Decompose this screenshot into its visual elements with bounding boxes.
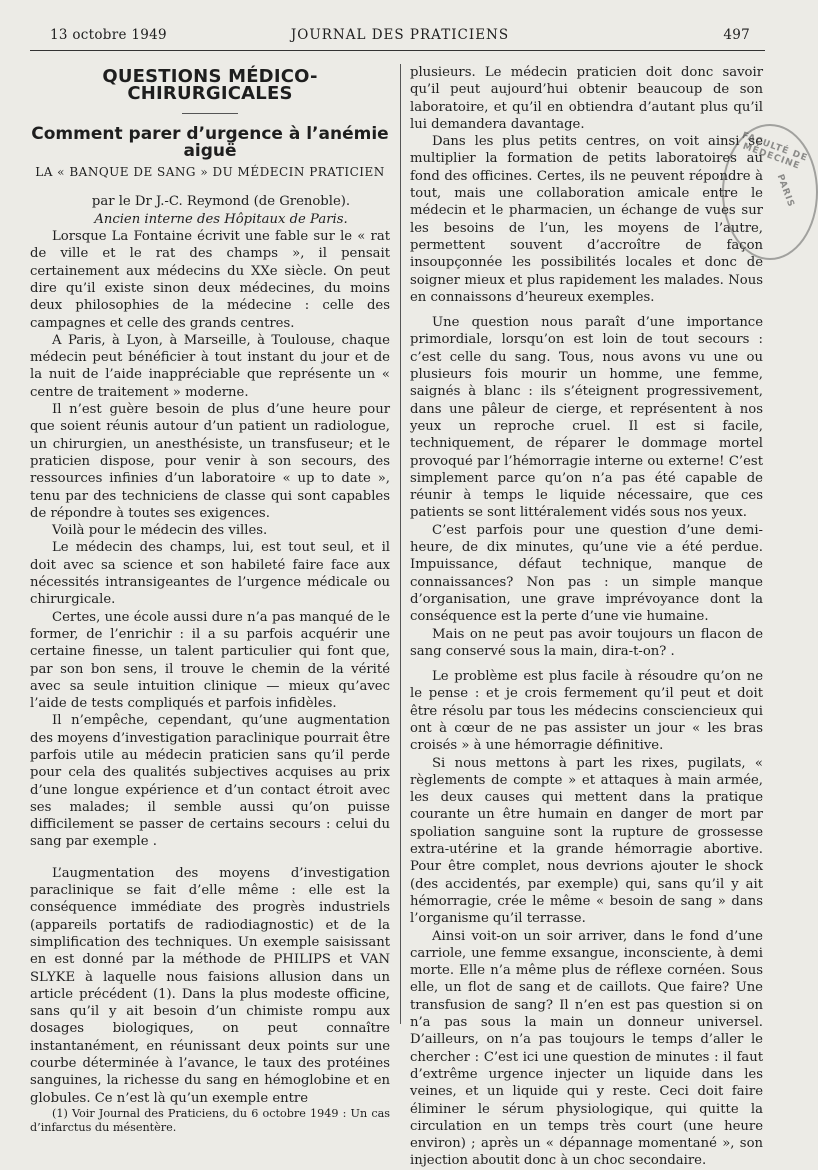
page-number: 497 [723,27,750,43]
article-subtitle: LA « BANQUE DE SANG » DU MÉDECIN PRATICIEN [35,165,385,180]
paragraph: Le problème est plus facile à résoudre qu’on ne le pense : et je crois fermement qu’il peut et doit être résolu par tous les médecins consciencieux qui ont à cœur de ne pas assister un jour « les bras croisés » à une hémorragie définitive. [410,669,763,754]
paragraph: Si nous mettons à part les rixes, pugilats, « règlements de compte » et attaques à main armée, les deux causes qui mettent dans la pratique courante un être humain en danger de mort par spoliation sanguine sont la rupture de grossesse extra-utérine et la grande hémorragie abortive. Pour être complet, nous devrions ajouter le shock (des accidentés, par exemple) qui, sans qu’il y ait hémorragie, crée le même « besoin de sang » dans l’organisme qu’il terrasse. [410,755,763,927]
header-rule [30,50,765,51]
running-header [50,24,750,48]
paragraph: A Paris, à Lyon, à Marseille, à Toulouse, chaque médecin peut bénéficier à tout instant du jour et de la nuit de l’aide inappréciable que représente un « centre de traitement » moderne. [30,332,390,400]
paragraph: Ainsi voit-on un soir arriver, dans le fond d’une carriole, une femme exsangue, inconsciente, à demi morte. Elle n’a même plus de réflexe cornéen. Sous elle, un flot de sang et de caillots. Que faire? Une transfusion de sang? Il n’en est pas question si on n’a pas sous la main un donneur universel. D’ailleurs, on n’a pas toujours le temps d’aller le chercher : C’est ici une question de minutes : il faut d’extrême urgence injecter un liquide dans les veines, et un liquide qui y reste. Ceci doit faire éliminer le sérum physiologique, qui quitte la circulation en un temps très court (une heure environ) ; après un « dépannage momentané », son injection aboutit donc à un choc secondaire. [410,928,763,1169]
paragraph: L’augmentation des moyens d’investigation paraclinique se fait d’elle même : elle est la conséquence immédiate des progrès industriels (appareils portatifs de radiodiagnostic) et de la simplification des techniques. Un exemple saisissant en est donné par la méthode de PHILIPS et VAN SLYKE à laquelle nous faisions allusion dans un article précédent (1). Dans la plus modeste officine, sans qu’il y ait besoin d’un chimiste rompu aux dosages biologiques, on peut connaître instantanément, en réunissant deux points sur une courbe déterminée à l’avance, le taux des protéines sanguines, la richesse du sang en hémoglobine et en globules. Ce n’est là qu’un exemple entre [30,865,390,1106]
footnote: (1) Voir Journal des Praticiens, du 6 octobre 1949 : Un cas d’infarctus du mésentère. [30,1106,390,1134]
stamp-text: PARIS [774,173,796,209]
paragraph: Le médecin des champs, lui, est tout seul, et il doit avec sa science et son habileté faire face aux nécessités intransigeantes de l’urgence médicale ou chirurgicale. [30,540,390,608]
title-divider [182,113,238,114]
paragraph: Voilà pour le médecin des villes. [52,523,268,539]
author-affiliation: Ancien interne des Hôpitaux de Paris. [94,211,348,227]
left-column [30,64,390,1134]
right-column [410,64,763,1169]
section-title: QUESTIONS MÉDICO-CHIRURGICALES [102,66,318,105]
stamp-text: FACULTÉ DE MÉDECINE [740,130,809,172]
paragraph: Certes, une école aussi dure n’a pas manqué de le former, de l’enrichir : il a su parfois acquérir une certaine finesse, un talent particulier qui font que, par son bon sens, il trouve le chemin de la vérité avec sa seule intuition clinique — mieux qu’avec l’aide de tests compliqués et parfois infidèles. [30,609,390,712]
author-line: par le Dr J.-C. Reymond (de Grenoble). [91,194,351,210]
library-stamp [722,124,818,260]
paragraph: C’est parfois pour une question d’une demi-heure, de dix minutes, qu’une vie a été perdue. Impuissance, défaut technique, manque de connaissances? Non pas : un simple manque d’organisation, une grave imprévoyance dont la conséquence est la perte d’une vie humaine. [410,522,763,625]
paragraph: Dans les plus petits centres, on voit ainsi se multiplier la formation de petits laboratoires au fond des officines. Certes, ils ne peuvent répondre à tout, mais une collaboration amicale entre le médecin et le pharmacien, un échange de vues sur les besoins de l’un, les moyens de l’autre, permettent souvent d’accroître de façon insoupçonnée les possibilités locales et donc de soigner mieux et plus rapidement les malades. Nous en connaissons d’heureux exemples. [410,134,763,305]
article-title: Comment parer d’urgence à l’anémie aiguë [31,123,389,161]
paragraph: Lorsque La Fontaine écrivit une fable sur le « rat de ville et le rat des champs », il pensait certainement aux médecins du XXe siècle. On peut dire qu’il existe sinon deux médecines, du moins deux philosophies de la médecine : celle des campagnes et celle des grands centres. [30,229,390,331]
paragraph: Une question nous paraît d’une importance primordiale, lorsqu’on est loin de tout secours : c’est celle du sang. Tous, nous avons vu une ou plusieurs fois mourir un homme, une femme, saignés à blanc : ils s’éteignent progressivement, dans une pâleur de cierge, et représentent à nos yeux un reproche cruel. Il est si facile, techniquement, de réparer le dommage mortel provoqué par l’hémorragie interne ou externe! C’est simplement parce qu’on n’a pas été capable de réunir à temps le liquide nécessaire, que ces patients se sont littéralement vidés sous nos yeux. [410,315,763,521]
paragraph: Il n’est guère besoin de plus d’une heure pour que soient réunis autour d’un patient un radiologue, un chirurgien, un anesthésiste, un transfuseur; et le praticien dispose, pour venir à son secours, des ressources infinies d’un laboratoire « up to date », tenu par des techniciens de classe qui sont capables de répondre à toutes ses exigences. [30,402,390,521]
paragraph: plusieurs. Le médecin praticien doit donc savoir qu’il peut aujourd’hui obtenir beaucoup de son laboratoire, et qu’il en obtiendra d’autant plus qu’il lui demandera davantage. [410,65,763,132]
journal-name: JOURNAL DES PRATICIENS [290,27,510,43]
paragraph: Il n’empêche, cependant, qu’une augmentation des moyens d’investigation paraclinique pourrait être parfois utile au médecin praticien sans qu’il perde pour cela des qualités subjectives acquises au prix d’une longue expérience et d’un contact étroit avec ses malades; il semble aussi qu’on puisse difficilement se passer de certains secours : celui du sang par exemple . [30,713,390,850]
column-divider [400,64,401,1024]
issue-date: 13 octobre 1949 [50,27,167,43]
paragraph: Mais on ne peut pas avoir toujours un flacon de sang conservé sous la main, dira-t-on? . [410,626,763,659]
